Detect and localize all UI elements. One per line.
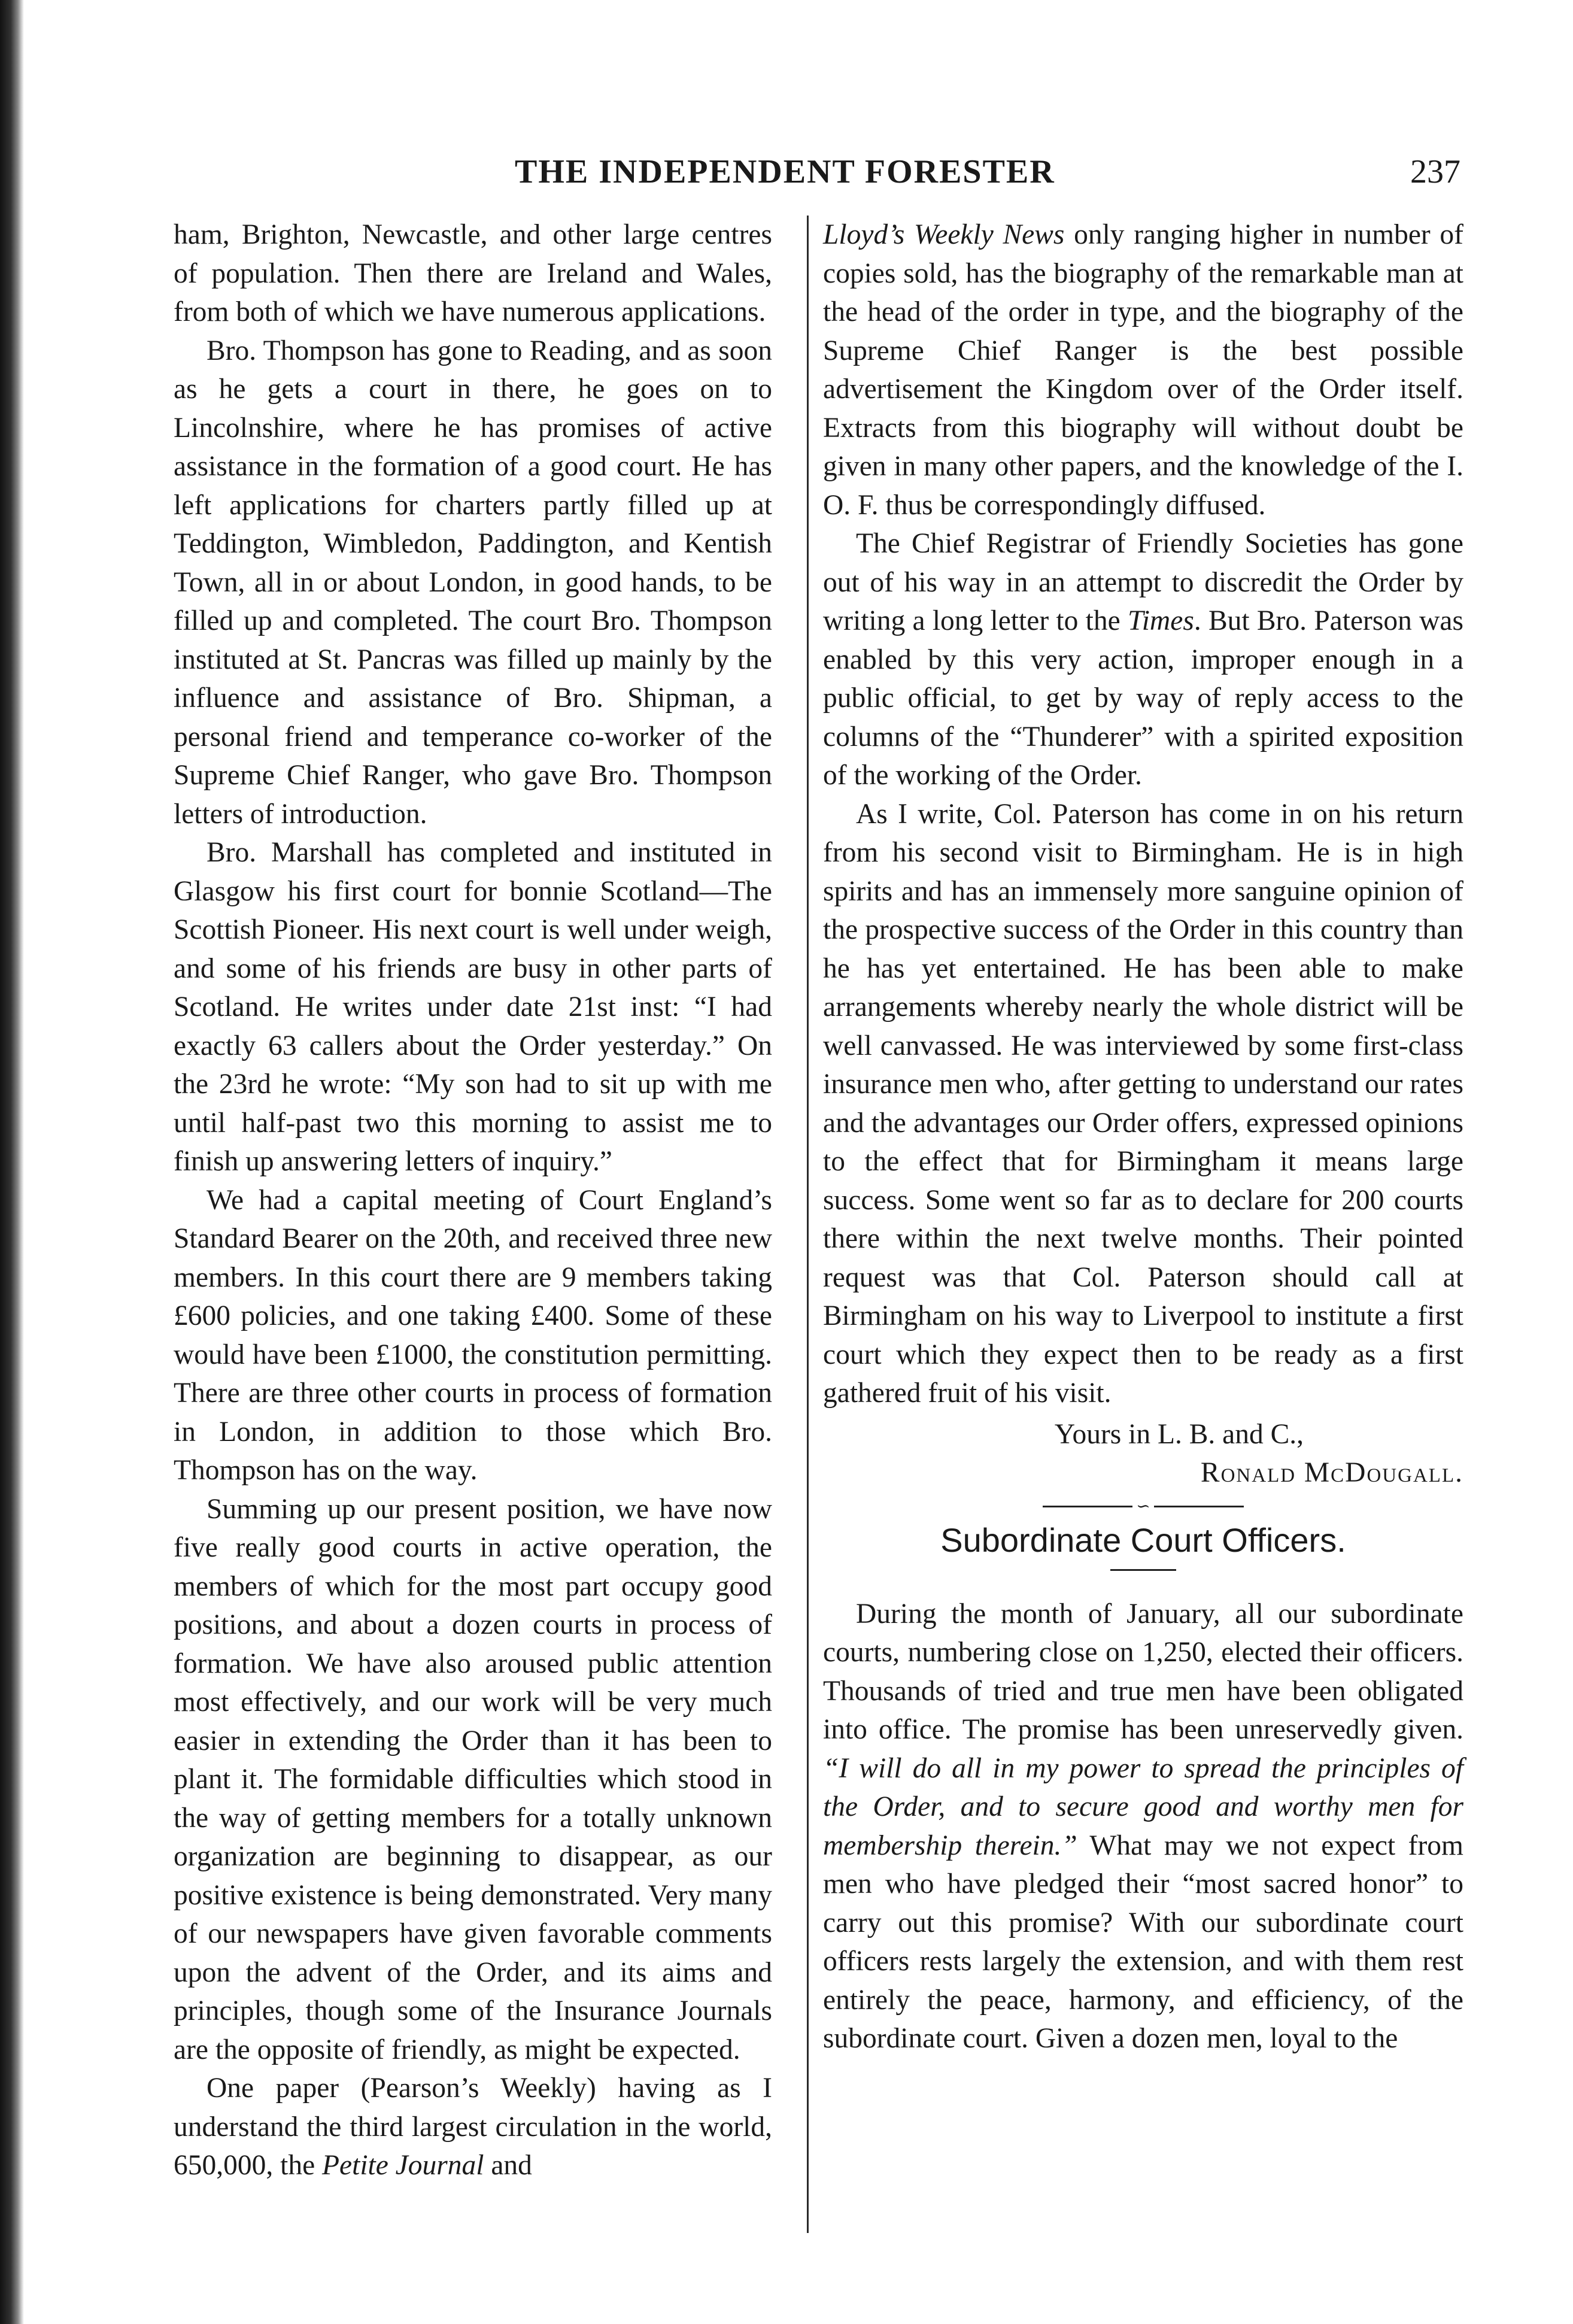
right-paragraph-1-italic: Lloyd’s Weekly News [823, 219, 1065, 250]
ornament-line-left [1043, 1506, 1132, 1507]
letter-closing: Yours in L. B. and C., [1054, 1418, 1304, 1450]
section-heading: Subordinate Court Officers. [940, 1521, 1346, 1559]
right-paragraph-2-text-a: The Chief Registrar of Friendly Societies has gone out of his way in an attempt to discredit the Order by writing a long letter to the [823, 528, 1463, 636]
right-paragraph-4 [823, 1595, 1463, 2058]
right-column [823, 216, 1463, 2058]
right-paragraph-4-italic-quote: “I will do all in my power to spread the principles of the Order, and to secure good and worthy men for membership therein.” [823, 1752, 1463, 1861]
binding-edge [0, 0, 24, 2324]
left-paragraph-5: Summing up our present position, we have now five really good courts in active operation, the members of which for the most part occupy good positions, and about a dozen courts in process of formation. We have also aroused public attention most effectively, and our work will be very much easier in extending the Order than it has been to plant it. The formidable difficulties which stood in the way of getting members for a totally unknown organization are beginning to disappear, as our positive existence is being demonstrated. Very many of our newspapers have given favorable comments upon the advent of the Order, and its aims and principles, though some of the Insurance Journals are the opposite of friendly, as might be expected. [174, 1493, 772, 2065]
right-paragraph-4-text-b: What may we not expect from men who have pledged their “most sacred honor” to carry out this promise? With our subordinate court officers rests largely the extension, and with them rest entirely the peace, harmony, and efficiency, of the subordinate court. Given a dozen men, loyal to the [823, 1830, 1463, 2054]
ornament-glyph: ∽ [1136, 1497, 1150, 1516]
heading-underline [1110, 1569, 1176, 1571]
left-paragraph-1: ham, Brighton, Newcastle, and other large centres of population. Then there are Ireland and Wales, from both of which we have numerous applications. [174, 219, 772, 327]
left-column [174, 216, 772, 2185]
page-number: 237 [1410, 153, 1460, 190]
left-paragraph-6-text-b: and [484, 2150, 532, 2181]
right-paragraph-4-text-a: During the month of January, all our subordinate courts, numbering close on 1,250, elected their officers. Thousands of tried and true men have been obligated into office. The promise has been unreservedly given. [823, 1598, 1463, 1745]
right-paragraph-1-text: only ranging higher in number of copies sold, has the biography of the remarkable man at the head of the order in type, and the biography of the Supreme Chief Ranger is the best possible advertisement the Kingdom over of the Order itself. Extracts from this biography will without doubt be given in many other papers, and the knowledge of the I. O. F. thus be correspondingly diffused. [823, 219, 1463, 521]
left-paragraph-6-text-a: One paper (Pearson’s Weekly) having as I understand the third largest circulation in the world, 650,000, the [174, 2073, 772, 2181]
left-paragraph-6 [174, 2069, 772, 2185]
letter-signature: Ronald McDougall. [1200, 1457, 1463, 1488]
left-paragraph-2: Bro. Thompson has gone to Reading, and as soon as he gets a court in there, he goes on to Lincolnshire, where he has promises of active assistance in the formation of a good court. He has left applications for charters partly filled up at Teddington, Wimbledon, Paddington, and Kentish Town, all in or about London, in good hands, to be filled up and completed. The court Bro. Thompson instituted at St. Pancras was filled up mainly by the influence and assistance of Bro. Shipman, a personal friend and temperance co-worker of the Supreme Chief Ranger, who gave Bro. Thompson letters of introduction. [174, 335, 772, 830]
right-paragraph-2-italic: Times [1127, 605, 1194, 636]
letter-signoff [823, 1415, 1463, 1492]
running-head [174, 153, 1460, 201]
page-title: THE INDEPENDENT FORESTER [515, 153, 1055, 190]
left-paragraph-4: We had a capital meeting of Court England’s Standard Bearer on the 20th, and received three new members. In this court there are 9 members taking £600 policies, and one taking £400. Some of these would have been £1000, the constitution permitting. There are three other courts in process of formation in London, in addition to those which Bro. Thompson has on the way. [174, 1184, 772, 1486]
ornamental-divider [823, 1497, 1463, 1516]
right-paragraph-3: As I write, Col. Paterson has come in on his return from his second visit to Birmingham. He is in high spirits and has an immensely more sanguine opinion of the prospective success of the Order in this country than he has yet entertained. He has been able to make arrangements whereby nearly the whole district will be well canvassed. He was interviewed by some first-class insurance men who, after getting to understand our rates and the advantages our Order offers, expressed opinions to the effect that for Birmingham it means large success. Some went so far as to declare for 200 courts there within the next twelve months. Their pointed request was that Col. Paterson should call at Birmingham on his way to Liverpool to institute a first court which they expect then to be ready as a first gathered fruit of his visit. [823, 798, 1463, 1409]
right-paragraph-2-text-b: . But Bro. Paterson was enabled by this very action, improper enough in a public official, to get by way of reply access to the columns of the “Thunderer” with a spirited exposition of the working of the Order. [823, 605, 1463, 791]
ornament-line-right [1154, 1506, 1244, 1507]
left-paragraph-6-italic: Petite Journal [322, 2150, 484, 2181]
right-paragraph-2 [823, 524, 1463, 795]
right-paragraph-1 [823, 216, 1463, 524]
column-divider [807, 216, 809, 2233]
left-paragraph-3: Bro. Marshall has completed and instituted in Glasgow his first court for bonnie Scotland—The Scottish Pioneer. His next court is well under weigh, and some of his friends are busy in other parts of Scotland. He writes under date 21st inst: “I had exactly 63 callers about the Order yesterday.” On the 23rd he wrote: “My son had to sit up with me until half-past two this morning to assist me to finish up answering letters of inquiry.” [174, 837, 772, 1177]
